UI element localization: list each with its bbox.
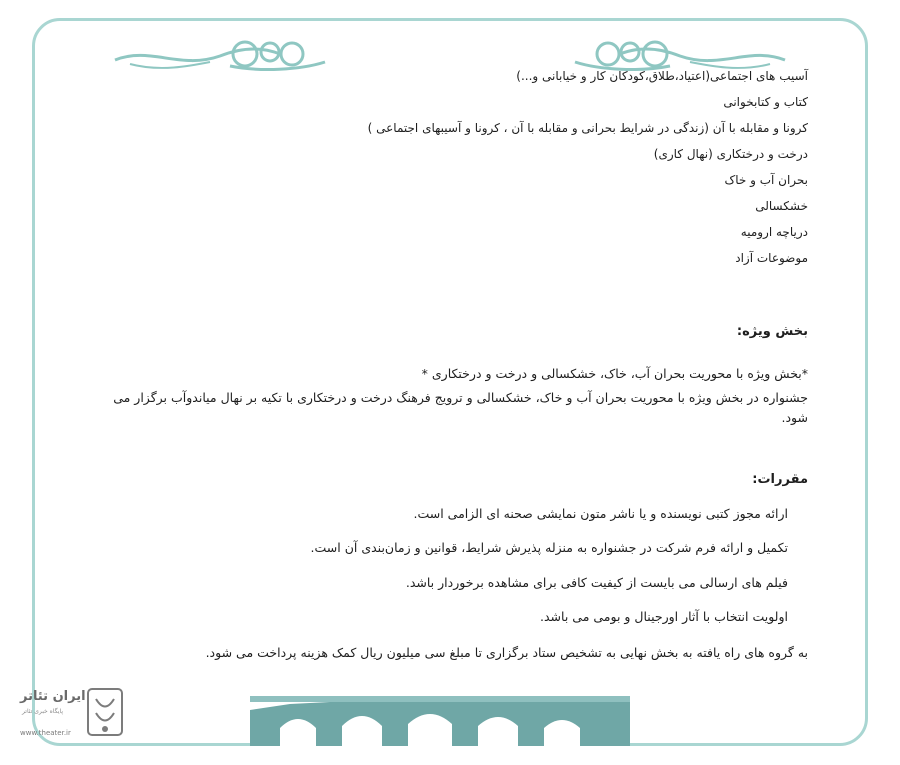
- logo-name: ایران تئاتر: [20, 689, 86, 704]
- special-section-paragraph: جشنواره در بخش ویژه با محوریت بحران آب و خاک، خشکسالی و ترویج فرهنگ درخت و درختکاری با تکیه بر نهال میاندوآب برگزار می شود.: [113, 390, 808, 425]
- logo-subtitle: پایگاه خبری تئاتر: [22, 708, 64, 715]
- rule-item: به گروه های راه یافته به بخش نهایی به تشخیص ستاد برگزاری تا مبلغ سی میلیون ریال کمک هزینه پرداخت می شود.: [205, 645, 808, 660]
- topic-item: درخت و درختکاری (نهال کاری): [653, 147, 808, 161]
- topic-item: خشکسالی: [755, 199, 808, 213]
- rules-section-title: مقررات:: [752, 472, 808, 487]
- document-content: [92, 60, 808, 660]
- topic-item: دریاچه ارومیه: [740, 225, 808, 239]
- topic-item: کرونا و مقابله با آن (زندگی در شرایط بحرانی و مقابله با آن ، کرونا و آسیبهای اجتماعی ): [367, 121, 808, 135]
- logo-url: www.theater.ir: [20, 729, 71, 737]
- rule-item: تکمیل و ارائه فرم شرکت در جشنواره به منزله پذیرش شرایط، قوانین و زمان‌بندی آن است.: [310, 540, 788, 555]
- bridge-illustration: [250, 688, 630, 746]
- topic-item: آسیب های اجتماعی(اعتیاد،طلاق،کودکان کار و خیابانی و...): [516, 69, 808, 83]
- theater-logo-icon: [84, 683, 126, 741]
- topic-item: کتاب و کتابخوانی: [723, 95, 808, 109]
- topic-item: موضوعات آزاد: [735, 251, 808, 265]
- topic-item: بحران آب و خاک: [724, 173, 808, 187]
- rule-item: فیلم های ارسالی می بایست از کیفیت کافی برای مشاهده برخوردار باشد.: [405, 575, 788, 590]
- rule-item: اولویت انتخاب با آثار اورجینال و بومی می باشد.: [540, 609, 788, 624]
- site-logo: [20, 683, 130, 745]
- topics-list: [92, 70, 808, 265]
- rule-item: ارائه مجوز کتبی نویسنده و یا ناشر متون نمایشی صحنه ای الزامی است.: [413, 506, 788, 521]
- special-section-title: بخش ویژه:: [736, 324, 808, 339]
- special-section-headline: *بخش ویژه با محوریت بحران آب، خاک، خشکسالی و درخت و درختکاری *: [421, 365, 808, 381]
